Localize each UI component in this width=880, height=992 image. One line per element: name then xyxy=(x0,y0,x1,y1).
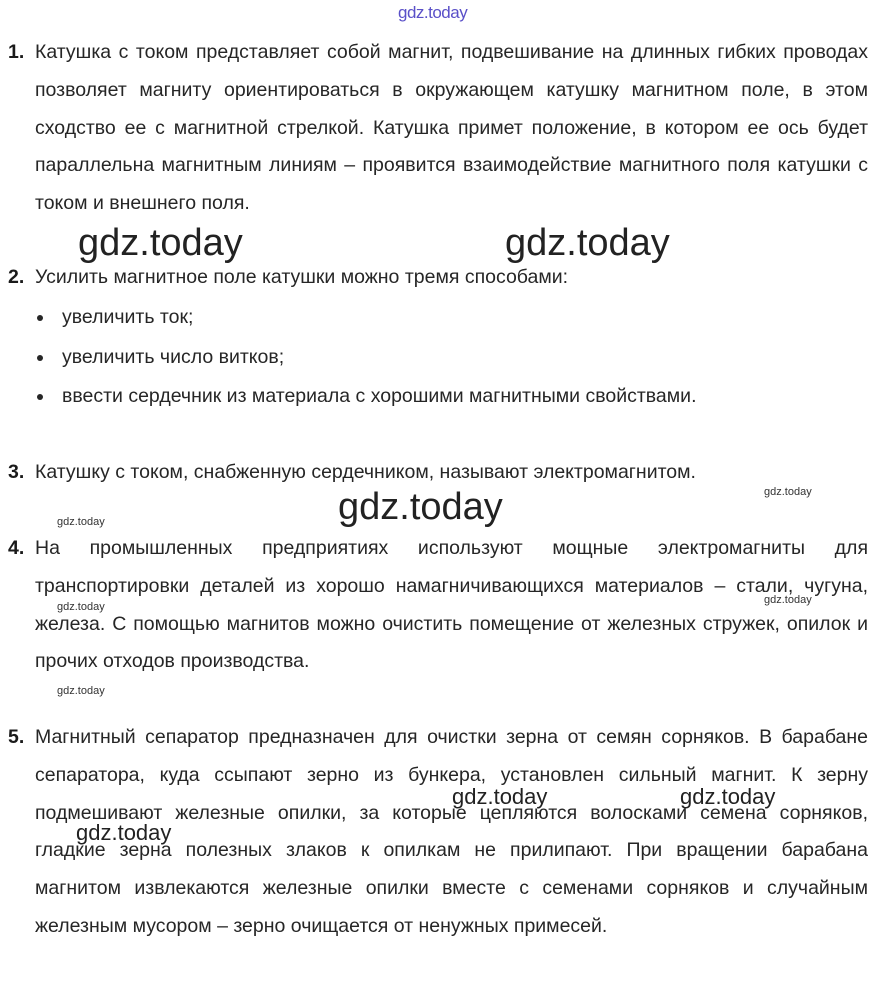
answer-2-number: 2. xyxy=(8,266,25,288)
bullet-dot-icon xyxy=(37,315,43,321)
bullet-dot-icon xyxy=(37,355,43,361)
answer-2-bullet-list xyxy=(36,298,856,417)
answer-2 xyxy=(8,259,868,297)
bullet-item xyxy=(36,298,856,338)
watermark-big-3: gdz.today xyxy=(338,486,503,528)
answer-5-text: Магнитный сепаратор предназначен для очистки зерна от семян сорняков. В барабане сепаратора, куда ссыпают зерно из бункера, установлен сильный магнит. К зерну подмешивают железные опилки, за которые цепляются волосками семена сорняков, гладкие зерна полезных злаков к опилкам не прилипают. При вращении барабана магнитом извлекаются железные опилки вместе с семенами сорняков и случайным железным мусором – зерно очищается от ненужных примесей. xyxy=(35,726,868,937)
watermark-mid-3: gdz.today xyxy=(76,820,172,845)
bullet-dot-icon xyxy=(37,394,43,400)
bullet-item xyxy=(36,377,856,417)
answer-4-text: На промышленных предприятиях используют мощные электромагниты для транспортировки деталей из хорошо намагничивающихся материалов – стали, чугуна, железа. С помощью магнитов можно очистить помещение от железных стружек, опилок и прочих отходов производства. xyxy=(35,537,868,673)
answer-1 xyxy=(8,34,868,223)
answer-1-number: 1. xyxy=(8,41,25,63)
bullet-text: увеличить ток; xyxy=(62,306,194,328)
answer-3-text: Катушку с током, снабженную сердечником, называют электромагнитом. xyxy=(35,461,696,483)
answer-4-number: 4. xyxy=(8,537,25,559)
answer-2-text: Усилить магнитное поле катушки можно тремя способами: xyxy=(35,266,569,288)
answer-3-number: 3. xyxy=(8,461,25,483)
watermark-big-2: gdz.today xyxy=(505,222,670,264)
answer-1-text: Катушка с током представляет собой магнит, подвешивание на длинных гибких проводах позволяет магниту ориентироваться в окружающем катушку магнитном поле, в этом сходство ее с магнитной стрелкой. Катушка примет положение, в котором ее ось будет параллельна магнитным линиям – проявится взаимодействие магнитного поля катушки с током и внешнего поля. xyxy=(35,41,868,215)
watermark-small-4: gdz.today xyxy=(764,594,812,606)
watermark-top: gdz.today xyxy=(398,3,468,22)
bullet-item xyxy=(36,338,856,378)
watermark-mid-2: gdz.today xyxy=(680,784,776,809)
watermark-small-2: gdz.today xyxy=(57,516,105,528)
watermark-small-5: gdz.today xyxy=(57,685,105,697)
watermark-big-1: gdz.today xyxy=(78,222,243,264)
watermark-small-3: gdz.today xyxy=(57,601,105,613)
watermark-mid-1: gdz.today xyxy=(452,784,548,809)
bullet-text: ввести сердечник из материала с хорошими магнитными свойствами. xyxy=(62,385,697,407)
watermark-small-1: gdz.today xyxy=(764,486,812,498)
bullet-text: увеличить число витков; xyxy=(62,345,285,368)
answer-5-number: 5. xyxy=(8,726,25,748)
answer-4 xyxy=(8,530,868,681)
